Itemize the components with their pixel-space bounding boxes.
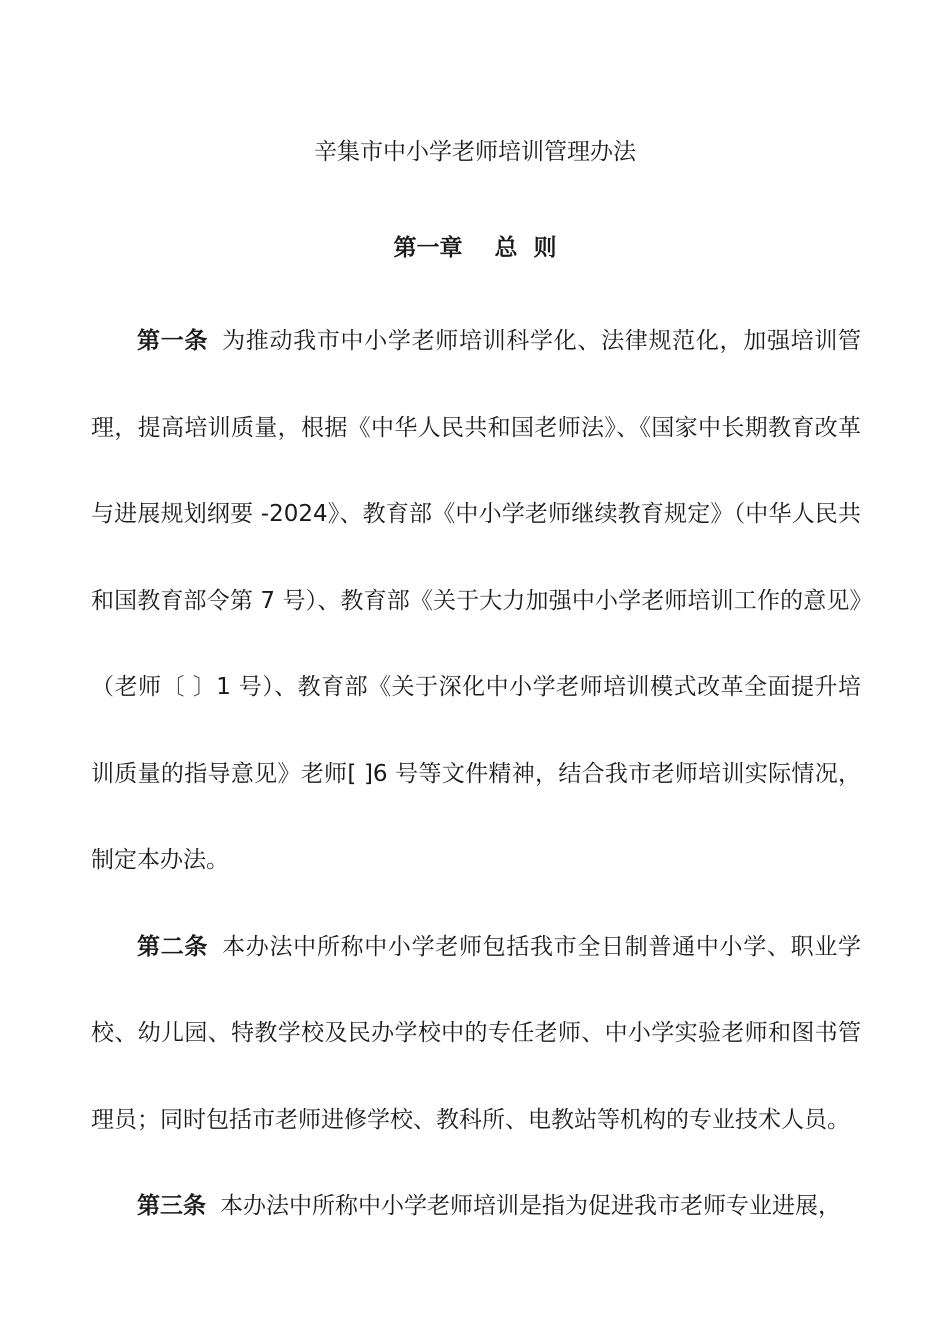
article-number: 第二条	[137, 933, 209, 960]
article-number: 第一条	[137, 328, 209, 354]
chapter-heading: 第一章 总 则	[393, 235, 557, 261]
document-title: 辛集市中小学老师培训管理办法	[314, 139, 636, 165]
article-paragraph	[91, 904, 861, 1164]
article-number: 第三条	[137, 1193, 206, 1219]
article-text: 本办法中所称中小学老师培训是指为促进我市老师专业进展，	[220, 1193, 841, 1219]
article-paragraph	[91, 298, 861, 904]
document-body	[91, 298, 861, 1250]
article-text: 本办法中所称中小学老师包括我市全日制普通中小学、职业学校、幼儿园、特教学校及民办学校中的专任老师、中小学实验老师和图书管理员；同时包括市老师进修学校、教科所、电教站等机构的专业技术人员。	[91, 933, 862, 1133]
article-paragraph	[91, 1163, 861, 1250]
article-text: 为推动我市中小学老师培训科学化、法律规范化，加强培训管理，提高培训质量，根据《中华人民共和国老师法》、《国家中长期教育改革与进展规划纲要 -2024》、教育部《中小学老师继续教育规定》（中华人民共和国教育部令第 7 号）、教育部《关于大力加强中小学老师培训工作的意见》（老师〔 〕1 号）、教育部《关于深化中小学老师培训模式改革全面提升培训质量的指导意见》老师[ ]6 号等文件精神，结合我市老师培训实际情况，制定本办法。	[91, 328, 862, 873]
